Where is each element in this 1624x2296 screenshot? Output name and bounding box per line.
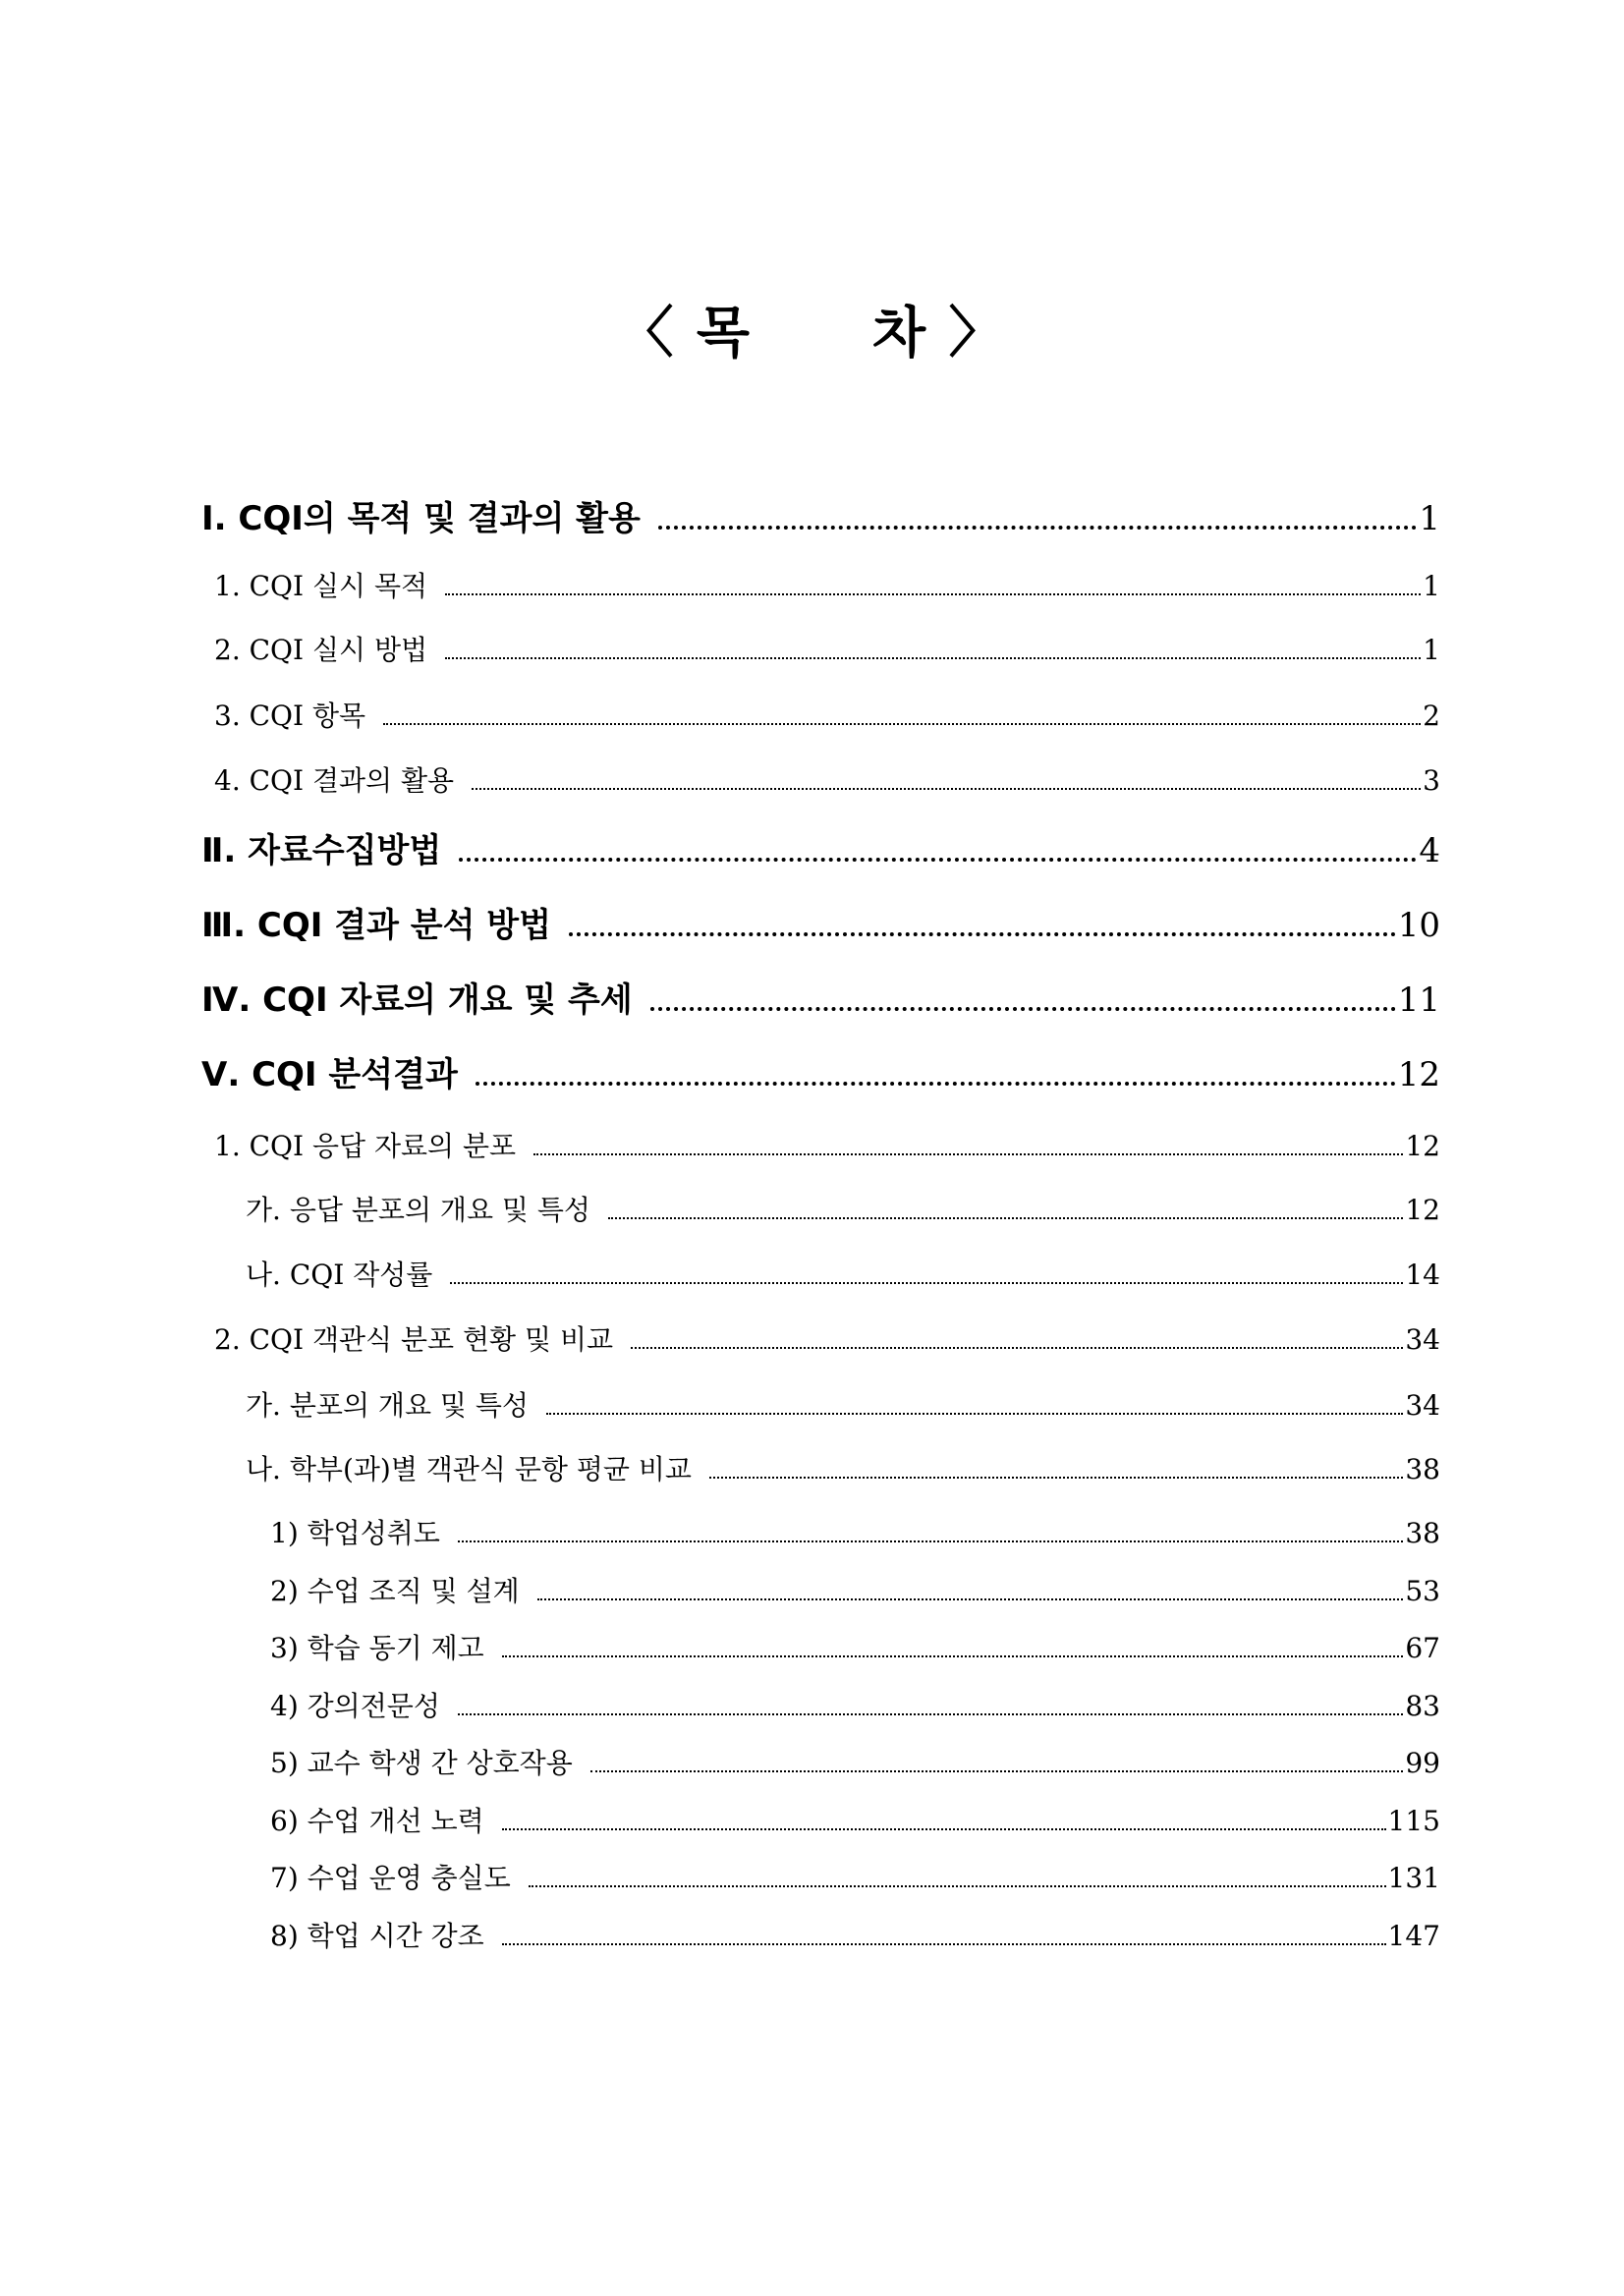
dot-leader	[529, 1885, 1386, 1887]
toc-entry[interactable]	[246, 1189, 1440, 1226]
toc-entry-label: 3. CQI 항목	[214, 700, 366, 732]
title-right-bracket: 〉	[948, 302, 1006, 365]
toc-entry[interactable]	[201, 1047, 1440, 1092]
toc-entry-label: Ⅰ. CQI의 목적 및 결과의 활용	[201, 499, 641, 538]
dot-leader	[445, 593, 1421, 595]
toc-entry-label: Ⅲ. CQI 결과 분석 방법	[201, 906, 551, 945]
dot-leader	[608, 1217, 1403, 1219]
toc-entry-page-number: 12	[1405, 1194, 1440, 1226]
toc-entry-page-number: 2	[1423, 700, 1440, 732]
dot-leader	[502, 1655, 1404, 1657]
toc-entry-label: 나. 학부(과)별 객관식 문항 평균 비교	[246, 1453, 692, 1485]
toc-entry-label: 가. 분포의 개요 및 특성	[246, 1389, 529, 1422]
toc-entry[interactable]	[214, 629, 1440, 666]
title-left-bracket: 〈	[618, 302, 676, 365]
title-word-1: 목	[696, 302, 752, 365]
dot-leader	[569, 932, 1396, 936]
toc-entry[interactable]	[201, 823, 1440, 868]
toc-entry[interactable]	[270, 1915, 1440, 1952]
toc-entry-label: 1) 학업성취도	[270, 1517, 440, 1549]
toc-entry-page-number: 53	[1405, 1575, 1440, 1607]
dot-leader	[658, 526, 1418, 530]
toc-entry-label: 나. CQI 작성률	[246, 1259, 433, 1291]
toc-entry-page-number: 14	[1405, 1259, 1440, 1291]
toc-entry-page-number: 1	[1423, 634, 1440, 666]
dot-leader	[459, 858, 1417, 862]
toc-entry-page-number: 10	[1397, 906, 1440, 945]
toc-entry-label: 3) 학습 동기 제고	[270, 1632, 484, 1664]
toc-entry-page-number: 11	[1397, 980, 1440, 1020]
toc-entry-label: 6) 수업 개선 노력	[270, 1805, 484, 1837]
dot-leader	[533, 1153, 1403, 1155]
toc-entry-page-number: 99	[1405, 1747, 1440, 1779]
toc-entry-page-number: 34	[1405, 1323, 1440, 1356]
toc-entry-label: 4. CQI 결과의 활용	[214, 764, 455, 797]
toc-entry-label: Ⅴ. CQI 분석결과	[201, 1055, 458, 1094]
dot-leader	[631, 1347, 1403, 1349]
toc-entry-page-number: 12	[1397, 1055, 1440, 1094]
toc-entry-label: 8) 학업 시간 강조	[270, 1920, 484, 1952]
dot-leader	[383, 723, 1421, 725]
toc-entry[interactable]	[270, 1800, 1440, 1837]
dot-leader	[502, 1828, 1386, 1830]
toc-entry-label: 7) 수업 운영 충실도	[270, 1862, 511, 1894]
toc-entry[interactable]	[270, 1570, 1440, 1607]
toc-entry[interactable]	[246, 1384, 1440, 1422]
toc-entry[interactable]	[201, 491, 1440, 536]
toc-entry-label: 4) 강의전문성	[270, 1690, 440, 1722]
toc-entry-label: 5) 교수 학생 간 상호작용	[270, 1747, 573, 1779]
toc-entry-label: 1. CQI 응답 자료의 분포	[214, 1130, 517, 1162]
dot-leader	[537, 1598, 1404, 1600]
dot-leader	[476, 1082, 1396, 1086]
toc-entry[interactable]	[214, 695, 1440, 732]
dot-leader	[458, 1540, 1403, 1542]
toc-entry-page-number: 4	[1419, 831, 1440, 870]
toc-entry-label: 2. CQI 실시 방법	[214, 634, 428, 666]
toc-entry-page-number: 38	[1405, 1517, 1440, 1549]
toc-entry[interactable]	[270, 1512, 1440, 1549]
toc-entry-page-number: 12	[1405, 1130, 1440, 1162]
toc-entry-page-number: 147	[1387, 1920, 1440, 1952]
toc-entry[interactable]	[214, 565, 1440, 602]
toc-entry-page-number: 1	[1419, 499, 1440, 538]
toc-entry[interactable]	[270, 1685, 1440, 1722]
toc-entry-page-number: 3	[1423, 764, 1440, 797]
dot-leader	[445, 657, 1421, 659]
toc-entry-page-number: 1	[1423, 570, 1440, 602]
dot-leader	[502, 1943, 1386, 1945]
toc-entry[interactable]	[214, 1318, 1440, 1356]
toc-entry[interactable]	[201, 973, 1440, 1018]
dot-leader	[472, 788, 1421, 790]
dot-leader	[546, 1413, 1403, 1415]
toc-entry-page-number: 34	[1405, 1389, 1440, 1422]
toc-entry-page-number: 38	[1405, 1453, 1440, 1485]
toc-entry-label: 1. CQI 실시 목적	[214, 570, 428, 602]
dot-leader	[590, 1770, 1404, 1772]
toc-entry[interactable]	[214, 1125, 1440, 1162]
dot-leader	[458, 1713, 1403, 1715]
toc-entry-label: Ⅱ. 자료수집방법	[201, 831, 442, 870]
title-word-2: 차	[872, 302, 928, 365]
toc-entry[interactable]	[270, 1857, 1440, 1894]
toc-entry-label: 2. CQI 객관식 분포 현황 및 비교	[214, 1323, 614, 1356]
toc-entry[interactable]	[214, 759, 1440, 797]
toc-entry[interactable]	[270, 1742, 1440, 1779]
toc-entry-label: Ⅳ. CQI 자료의 개요 및 추세	[201, 980, 633, 1020]
toc-entry[interactable]	[201, 898, 1440, 943]
toc-entry-label: 가. 응답 분포의 개요 및 특성	[246, 1194, 590, 1226]
toc-entry-label: 2) 수업 조직 및 설계	[270, 1575, 520, 1607]
toc-entry-page-number: 115	[1387, 1805, 1440, 1837]
dot-leader	[450, 1282, 1403, 1284]
toc-entry[interactable]	[246, 1254, 1440, 1291]
toc-entry-page-number: 67	[1405, 1632, 1440, 1664]
toc-entry-page-number: 83	[1405, 1690, 1440, 1722]
toc-entry[interactable]	[270, 1627, 1440, 1664]
toc-entry-page-number: 131	[1387, 1862, 1440, 1894]
dot-leader	[650, 1007, 1396, 1011]
toc-entry[interactable]	[246, 1448, 1440, 1485]
dot-leader	[709, 1477, 1403, 1479]
